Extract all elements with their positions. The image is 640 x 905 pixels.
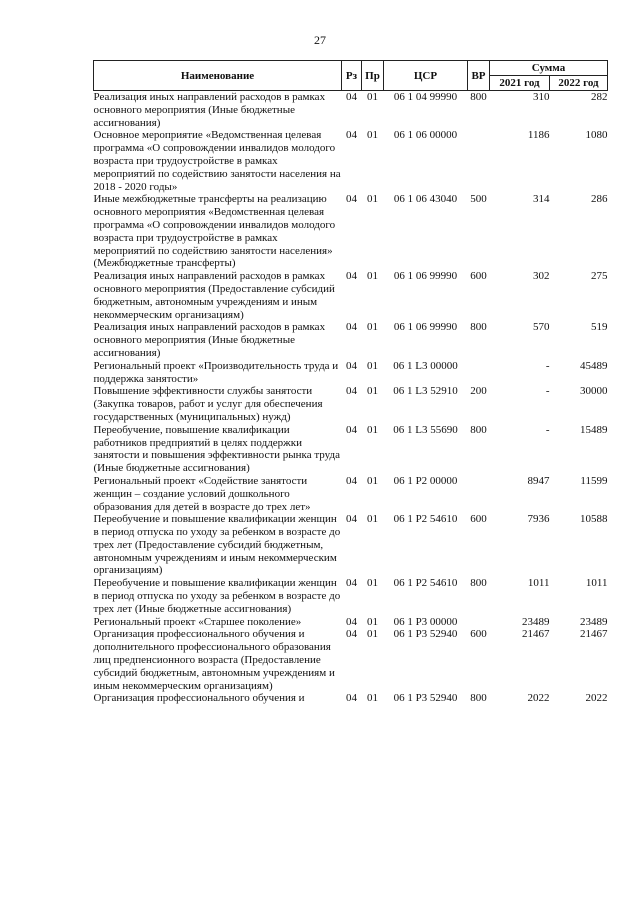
row-sum-2021: - [545, 359, 550, 372]
row-rz: 04 [346, 385, 357, 398]
row-rz: 04 [346, 474, 357, 487]
row-sum-2021: 1011 [527, 577, 550, 590]
header-vr: ВР [468, 61, 490, 91]
row-pr: 01 [367, 193, 378, 206]
row-sum-2021: 570 [533, 321, 550, 334]
row-csr: 06 1 P2 00000 [393, 474, 458, 487]
row-csr: 06 1 P2 54610 [393, 577, 458, 590]
table-body [94, 91, 608, 706]
row-sum-2022: 275 [591, 270, 608, 283]
row-vr: 600 [470, 270, 487, 283]
row-rz: 04 [346, 91, 357, 103]
table-row [94, 692, 608, 705]
row-vr: 800 [470, 91, 487, 103]
row-pr: 01 [367, 628, 378, 641]
row-pr: 01 [367, 577, 378, 590]
header-year-2022: 2022 год [550, 76, 608, 91]
row-pr: 01 [367, 129, 378, 142]
row-csr: 06 1 L3 52910 [393, 385, 458, 398]
header-sum: Сумма [490, 61, 608, 76]
row-vr: 200 [470, 385, 487, 398]
row-pr: 01 [367, 270, 378, 283]
row-name: Реализация иных направлений расходов в рамках основного мероприятия (Иные бюджетные ассигнования) [93, 91, 326, 129]
row-name: Иные межбюджетные трансферты на реализацию основного мероприятия «Ведомственная целевая программа «О сопровождении инвалидов молодого возраста при трудоустройстве в рамках мероприятий по содействию занятости населения» (Межбюджетные трансферты) [93, 193, 336, 270]
row-csr: 06 1 06 99990 [393, 321, 458, 334]
header-csr: ЦСР [384, 61, 468, 91]
row-rz: 04 [346, 577, 357, 590]
row-vr: 800 [470, 321, 487, 334]
row-sum-2021: 302 [533, 270, 550, 283]
row-sum-2022: 519 [591, 321, 608, 334]
row-name: Региональный проект «Производительность труда и поддержка занятости» [93, 359, 339, 385]
row-sum-2021: 2022 [527, 692, 550, 705]
row-name: Переобучение и повышение квалификации женщин в период отпуска по уходу за ребенком в возрасте до трех лет (Иные бюджетные ассигнования) [93, 577, 341, 615]
row-sum-2021: 23489 [522, 615, 550, 628]
row-pr: 01 [367, 513, 378, 526]
table-row [94, 193, 608, 270]
row-sum-2022: 1080 [585, 129, 608, 142]
row-sum-2022: 11599 [580, 474, 608, 487]
table-row [94, 91, 608, 130]
table-row [94, 616, 608, 629]
row-rz: 04 [346, 513, 357, 526]
row-csr: 06 1 L3 55690 [393, 423, 458, 436]
row-name: Переобучение, повышение квалификации работников предприятий в целях поддержки занятости и повышения эффективности рынка труда (Иные бюджетные ассигнования) [93, 423, 340, 475]
row-rz: 04 [346, 692, 357, 705]
table-row [94, 475, 608, 513]
row-csr: 06 1 06 00000 [393, 129, 458, 142]
budget-table [93, 60, 608, 705]
row-name: Переобучение и повышение квалификации женщин в период отпуска по уходу за ребенком в возрасте до трех лет (Предоставление субсидий бюджетным, автономным учреждениям и иным некоммерческим организациям) [93, 513, 341, 577]
row-sum-2021: - [545, 385, 550, 398]
row-sum-2021: 21467 [522, 628, 550, 641]
page-number: 27 [314, 33, 326, 47]
row-pr: 01 [367, 91, 378, 103]
row-rz: 04 [346, 321, 357, 334]
row-name: Организация профессионального обучения и [93, 692, 305, 705]
header-rz: Рз [342, 61, 362, 91]
row-csr: 06 1 04 99990 [393, 91, 458, 103]
row-vr: 600 [470, 513, 487, 526]
row-sum-2022: 15489 [580, 423, 608, 436]
row-csr: 06 1 06 43040 [393, 193, 458, 206]
row-csr: 06 1 P3 52940 [393, 628, 458, 641]
row-rz: 04 [346, 129, 357, 142]
row-vr: 600 [470, 628, 487, 641]
table-row [94, 424, 608, 475]
row-sum-2021: 314 [533, 193, 550, 206]
row-name: Основное мероприятие «Ведомственная целевая программа «О сопровождении инвалидов молодого возраста при трудоустройстве в рамках мероприятий по содействию занятости населения на 2018 - 2020 годы» [93, 129, 341, 193]
row-vr: 500 [470, 193, 487, 206]
table-row [94, 270, 608, 321]
row-sum-2022: 1011 [585, 577, 608, 590]
row-name: Организация профессионального обучения и дополнительного профессионального образования лиц предпенсионного возраста (Предоставление субсидий бюджетным, автономным учреждениям и иным некоммерческим организациям) [93, 628, 335, 692]
row-pr: 01 [367, 385, 378, 398]
row-rz: 04 [346, 193, 357, 206]
row-csr: 06 1 P3 00000 [393, 615, 458, 628]
table-row [94, 577, 608, 615]
row-csr: 06 1 P3 52940 [393, 692, 458, 705]
row-vr [468, 129, 490, 193]
row-sum-2022: 2022 [585, 692, 608, 705]
row-vr: 800 [470, 577, 487, 590]
row-name: Реализация иных направлений расходов в рамках основного мероприятия (Иные бюджетные ассигнования) [93, 321, 326, 359]
row-sum-2021: 8947 [527, 474, 550, 487]
row-pr: 01 [367, 474, 378, 487]
row-sum-2022: 23489 [580, 615, 608, 628]
table-row [94, 129, 608, 193]
row-sum-2022: 30000 [580, 385, 608, 398]
table-header [94, 61, 608, 91]
row-sum-2022: 10588 [580, 513, 608, 526]
table-row [94, 321, 608, 359]
row-sum-2022: 282 [591, 91, 608, 103]
row-csr: 06 1 L3 00000 [393, 359, 458, 372]
row-pr: 01 [367, 692, 378, 705]
row-vr [468, 360, 490, 386]
row-sum-2022: 286 [591, 193, 608, 206]
row-sum-2021: 7936 [527, 513, 550, 526]
row-pr: 01 [367, 359, 378, 372]
row-sum-2022: 45489 [580, 359, 608, 372]
row-name: Реализация иных направлений расходов в рамках основного мероприятия (Предоставление субсидий бюджетным, автономным учреждениям и иным некоммерческим организациям) [93, 270, 335, 321]
row-csr: 06 1 06 99990 [393, 270, 458, 283]
header-name: Наименование [94, 61, 342, 91]
row-pr: 01 [367, 615, 378, 628]
table-row [94, 513, 608, 577]
row-vr: 800 [470, 423, 487, 436]
row-rz: 04 [346, 628, 357, 641]
row-name: Региональный проект «Содействие занятости женщин – создание условий дошкольного образования для детей в возрасте до трех лет» [93, 474, 311, 513]
row-sum-2021: - [545, 423, 550, 436]
row-rz: 04 [346, 359, 357, 372]
row-name: Региональный проект «Старшее поколение» [93, 615, 302, 628]
table-row [94, 628, 608, 692]
row-vr [468, 475, 490, 513]
row-rz: 04 [346, 423, 357, 436]
row-csr: 06 1 P2 54610 [393, 513, 458, 526]
row-rz: 04 [346, 615, 357, 628]
row-sum-2021: 1186 [527, 129, 550, 142]
table-row [94, 385, 608, 423]
table-row [94, 360, 608, 386]
header-pr: Пр [362, 61, 384, 91]
header-year-2021: 2021 год [490, 76, 550, 91]
row-vr: 800 [470, 692, 487, 705]
row-pr: 01 [367, 423, 378, 436]
row-rz: 04 [346, 270, 357, 283]
row-vr [468, 616, 490, 629]
row-name: Повышение эффективности службы занятости (Закупка товаров, работ и услуг для обеспечения государственных (муниципальных) нужд) [93, 385, 323, 423]
row-sum-2022: 21467 [580, 628, 608, 641]
row-sum-2021: 310 [533, 91, 550, 103]
row-pr: 01 [367, 321, 378, 334]
